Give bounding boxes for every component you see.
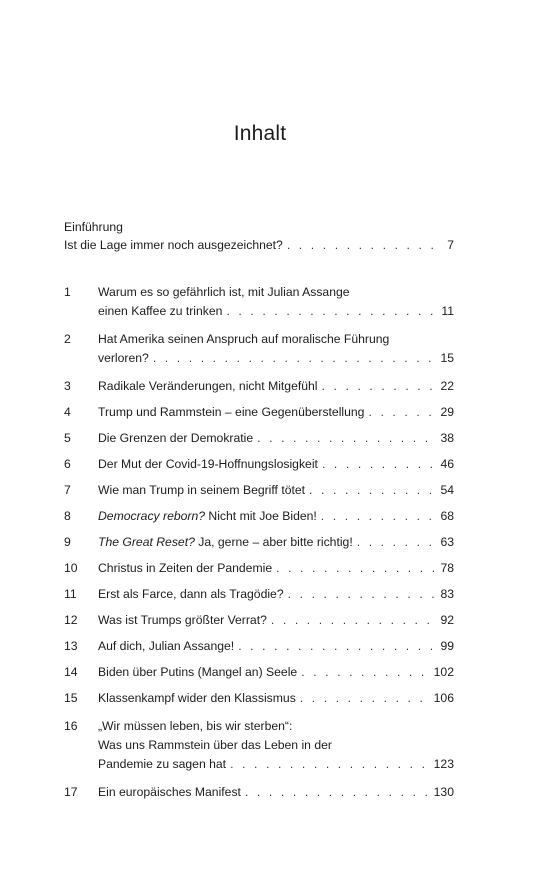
dot-leader [238,637,436,656]
page-number: 99 [440,639,454,653]
chapter-number: 9 [64,535,71,549]
toc-entry[interactable] [64,663,454,682]
chapter-number: 2 [64,332,71,346]
toc-entry[interactable] [64,330,454,368]
entry-title-text: einen Kaffee zu trinken [98,304,223,318]
toc-entry[interactable] [64,377,454,396]
intro-entry[interactable] [64,218,454,255]
chapter-number: 7 [64,483,71,497]
page-number: 22 [440,379,454,393]
entry-body [98,637,454,656]
toc-entry[interactable] [64,637,454,656]
dot-leader [300,689,430,708]
page-number: 68 [440,509,454,523]
entry-title [98,377,318,396]
entry-title-text: Ein europäisches Manifest [98,785,241,799]
entry-title-text: verloren? [98,351,149,365]
page-number: 11 [441,304,454,318]
entry-title [98,302,222,321]
toc-entry[interactable] [64,283,454,321]
entry-last-line [98,302,454,321]
entry-title-italic: The Great Reset? [98,535,195,549]
toc-entry[interactable] [64,559,454,578]
entry-last-line [98,377,454,396]
entry-title-line: Hat Amerika seinen Anspruch auf moralische Führung [98,332,390,346]
entry-body [98,611,454,630]
page-number: 92 [440,613,454,627]
entry-last-line [98,663,454,682]
entry-last-line [98,349,454,368]
entry-last-line [98,585,454,604]
page-number: 7 [447,238,454,252]
entry-title-text: Ja, gerne – aber bitte richtig! [194,535,353,549]
toc-entry[interactable] [64,507,454,526]
chapter-number: 17 [64,785,78,799]
toc-entry[interactable] [64,689,454,708]
entry-title [98,403,364,422]
entry-title-text: Trump und Rammstein – eine Gegenüberstellung [98,405,365,419]
entry-title-text: Pandemie zu sagen hat [98,757,227,771]
entry-title-text: Biden über Putins (Mangel an) Seele [98,665,298,679]
dot-leader [357,533,436,552]
chapter-number: 8 [64,509,71,523]
entry-title-text: Erst als Farce, dann als Tragödie? [98,587,284,601]
entry-title [98,533,353,552]
entry-last-line [98,403,454,422]
entry-last-line [98,455,454,474]
entry-body [98,783,454,802]
dot-leader [276,559,436,578]
entry-body [98,585,454,604]
chapter-number: 1 [64,285,71,299]
chapter-number: 3 [64,379,71,393]
entry-body [98,689,454,708]
entry-title [98,689,296,708]
dot-leader [153,349,436,368]
chapter-number: 6 [64,457,71,471]
entry-last-line [98,481,454,500]
entry-last-line [98,507,454,526]
chapter-number: 11 [64,587,77,601]
entry-title-line: Warum es so gefährlich ist, mit Julian Assange [98,285,350,299]
entry-body [98,559,454,578]
entry-body [98,283,454,321]
page-number: 123 [433,757,454,771]
page-number: 130 [433,785,454,799]
entry-title-text: Was ist Trumps größter Verrat? [98,613,267,627]
toc-entry[interactable] [64,481,454,500]
entry-body [98,663,454,682]
entry-title-text: Die Grenzen der Demokratie [98,431,254,445]
entry-last-line [98,559,454,578]
page-title: Inhalt [233,122,287,145]
dot-leader [321,507,436,526]
toc-entry[interactable] [64,783,454,802]
entry-title [98,429,253,448]
toc-entry[interactable] [64,403,454,422]
entry-title-text: Nicht mit Joe Biden! [205,509,317,523]
dot-leader [257,429,436,448]
entry-last-line [98,611,454,630]
entry-title [98,755,226,774]
entry-last-line [98,783,454,802]
page-number: 106 [433,691,454,705]
toc-entry[interactable] [64,455,454,474]
entry-body [98,507,454,526]
entry-title-text: Christus in Zeiten der Pandemie [98,561,273,575]
chapter-number: 5 [64,431,71,445]
chapter-number: 10 [64,561,78,575]
entry-body [98,330,454,368]
chapter-list [64,283,454,802]
entry-title-text: Der Mut der Covid-19-Hoffnungslosigkeit [98,457,318,471]
entry-last-line [98,533,454,552]
entry-title [98,349,149,368]
entry-title [98,783,241,802]
chapter-number: 15 [64,691,78,705]
page-number: 78 [440,561,454,575]
dot-leader [288,585,436,604]
entry-body [98,403,454,422]
chapter-number: 14 [64,665,78,679]
chapter-number: 13 [64,639,78,653]
dot-leader [230,755,430,774]
entry-title [98,663,297,682]
entry-title [98,481,305,500]
entry-body [98,717,454,774]
page-number: 102 [433,665,454,679]
dot-leader [301,663,429,682]
entry-title-line: „Wir müssen leben, bis wir sterben“: [98,719,293,733]
page-number: 54 [440,483,454,497]
intro-label: Einführung [64,220,123,234]
intro-title: Ist die Lage immer noch ausgezeichnet? [64,238,283,252]
dot-leader [245,783,430,802]
page-number: 29 [440,405,454,419]
chapter-number: 12 [64,613,78,627]
dot-leader [322,455,436,474]
dot-leader [226,302,436,321]
dot-leader [309,481,436,500]
page-number: 38 [440,431,454,445]
entry-title [98,507,317,526]
entry-title-text: Wie man Trump in seinem Begriff tötet [98,483,306,497]
entry-body [98,481,454,500]
table-of-contents [64,218,454,802]
entry-title-text: Klassenkampf wider den Klassismus [98,691,296,705]
intro-title-line [64,236,454,255]
entry-last-line [98,637,454,656]
entry-body [98,377,454,396]
entry-title [98,559,272,578]
toc-entry[interactable] [64,717,454,774]
entry-title-text: Radikale Veränderungen, nicht Mitgefühl [98,379,318,393]
dot-leader [368,403,436,422]
dot-leader [271,611,436,630]
entry-title [98,585,284,604]
page-number: 15 [440,351,454,365]
toc-entry[interactable] [64,585,454,604]
dot-leader [287,236,436,255]
entry-title [98,611,267,630]
toc-entry[interactable] [64,533,454,552]
chapter-number: 4 [64,405,71,419]
page-number: 63 [440,535,454,549]
entry-title [98,637,234,656]
entry-body [98,429,454,448]
entry-body [98,455,454,474]
toc-entry[interactable] [64,429,454,448]
page-number: 46 [440,457,454,471]
chapter-number: 16 [64,719,78,733]
entry-title-line: Was uns Rammstein über das Leben in der [98,738,332,752]
entry-title [98,455,318,474]
dot-leader [322,377,436,396]
toc-entry[interactable] [64,611,454,630]
entry-last-line [98,429,454,448]
entry-title-text: Auf dich, Julian Assange! [98,639,235,653]
page-number: 83 [440,587,454,601]
entry-body [98,533,454,552]
entry-last-line [98,755,454,774]
entry-last-line [98,689,454,708]
entry-title-italic: Democracy reborn? [98,509,206,523]
